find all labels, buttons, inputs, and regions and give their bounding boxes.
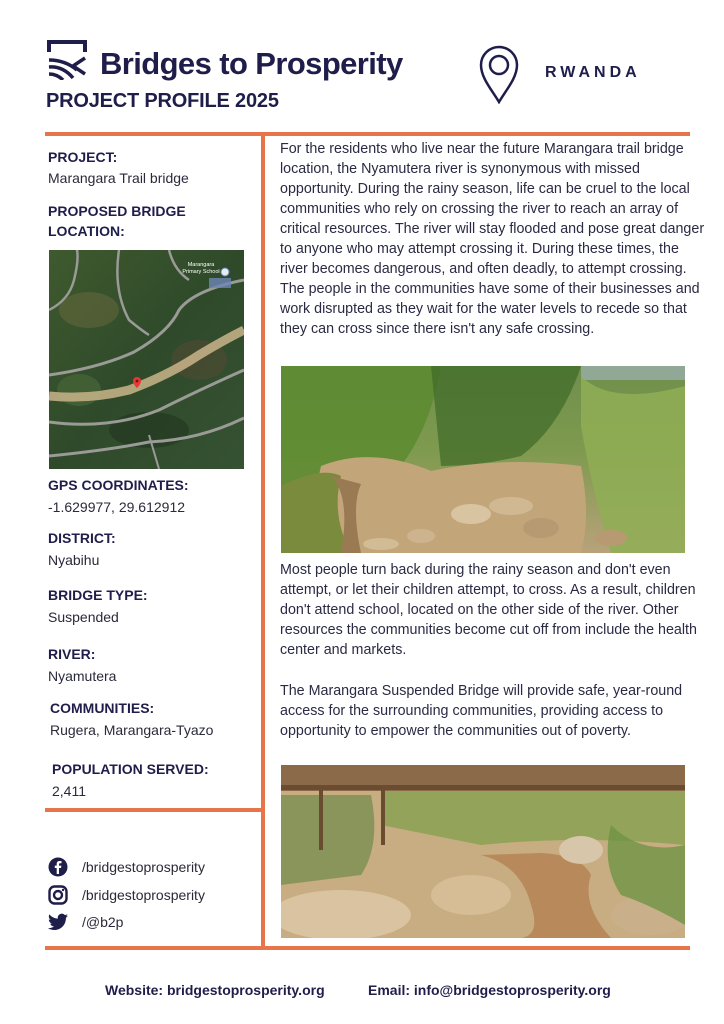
social-twitter[interactable] — [48, 912, 123, 932]
paragraph-impact: Most people turn back during the rainy season and don't even attempt, or let their children attempt, to cross. As a result, children don't attend school, located on the other side of the river. Other resources the communities become cut off from include the health center and markets. — [280, 562, 697, 658]
instagram-handle[interactable]: /bridgestoprosperity — [82, 887, 205, 903]
population-value: 2,411 — [52, 783, 86, 799]
satellite-map-image — [49, 250, 244, 469]
district-label: DISTRICT: — [48, 530, 116, 546]
location-pin-icon — [478, 44, 520, 104]
footer-email[interactable]: Email: info@bridgestoprosperity.org — [368, 982, 611, 998]
project-value: Marangara Trail bridge — [48, 170, 189, 186]
field-bridge-type — [48, 586, 258, 627]
divider-top — [45, 132, 690, 136]
social-facebook[interactable] — [48, 857, 205, 877]
twitter-icon — [48, 912, 68, 932]
divider-bottom — [45, 946, 690, 950]
district-value: Nyabihu — [48, 552, 100, 568]
map-label-line-1: Marangara — [187, 262, 215, 268]
instagram-icon — [48, 885, 68, 905]
field-gps — [48, 476, 258, 517]
river-label: RIVER: — [48, 646, 96, 662]
bridge-type-label: BRIDGE TYPE: — [48, 587, 148, 603]
gps-label: GPS COORDINATES: — [48, 477, 189, 493]
brand-name: Bridges to Prosperity — [100, 46, 403, 81]
facebook-icon — [48, 857, 68, 877]
social-instagram[interactable] — [48, 885, 205, 905]
field-population — [52, 760, 262, 801]
bridge-type-value: Suspended — [48, 609, 119, 625]
facebook-handle[interactable]: /bridgestoprosperity — [82, 859, 205, 875]
river-photo-2 — [281, 765, 685, 938]
country-label: RWANDA — [545, 64, 641, 81]
field-location — [48, 201, 198, 241]
map-label-line-2: Primary School — [182, 269, 220, 275]
population-label: POPULATION SERVED: — [52, 761, 209, 777]
communities-value: Rugera, Marangara-Tyazo — [50, 722, 214, 738]
field-communities — [50, 699, 260, 740]
footer-website[interactable]: Website: bridgestoprosperity.org — [105, 982, 325, 998]
bridges-to-prosperity-logo-icon — [47, 40, 87, 80]
paragraph-solution: The Marangara Suspended Bridge will provide safe, year-round access for the surrounding communities, providing access to opportunity to empower the communities out of poverty. — [280, 683, 683, 739]
field-project — [48, 148, 258, 188]
location-label: PROPOSED BRIDGE LOCATION: — [48, 203, 186, 239]
location-map[interactable] — [49, 250, 244, 469]
gps-value: -1.629977, 29.612912 — [48, 499, 186, 515]
project-label: PROJECT: — [48, 149, 118, 165]
paragraph-intro: For the residents who live near the future Marangara trail bridge location, the Nyamutera river is synonymous with missed opportunity. During the rainy season, life can be cruel to the local communities who rely on crossing the river to reach an array of critical resources. The river will stay flooded and pose great danger to anyone who may attempt crossing it. During these times, the river becomes dangerous, and often deadly, to attempt crossing. The people in the communities have some of their businesses and work disrupted as they wait for the water levels to recede so that they can cross since there isn't any safe crossing. — [280, 141, 705, 337]
communities-label: COMMUNITIES: — [50, 700, 155, 716]
field-district — [48, 529, 258, 570]
page-title: PROJECT PROFILE 2025 — [46, 90, 279, 112]
divider-sidebar — [45, 808, 263, 812]
river-photo-1 — [281, 366, 685, 553]
divider-vertical — [261, 132, 265, 950]
river-value: Nyamutera — [48, 668, 117, 684]
field-river — [48, 645, 258, 686]
twitter-handle[interactable]: /@b2p — [82, 914, 124, 930]
